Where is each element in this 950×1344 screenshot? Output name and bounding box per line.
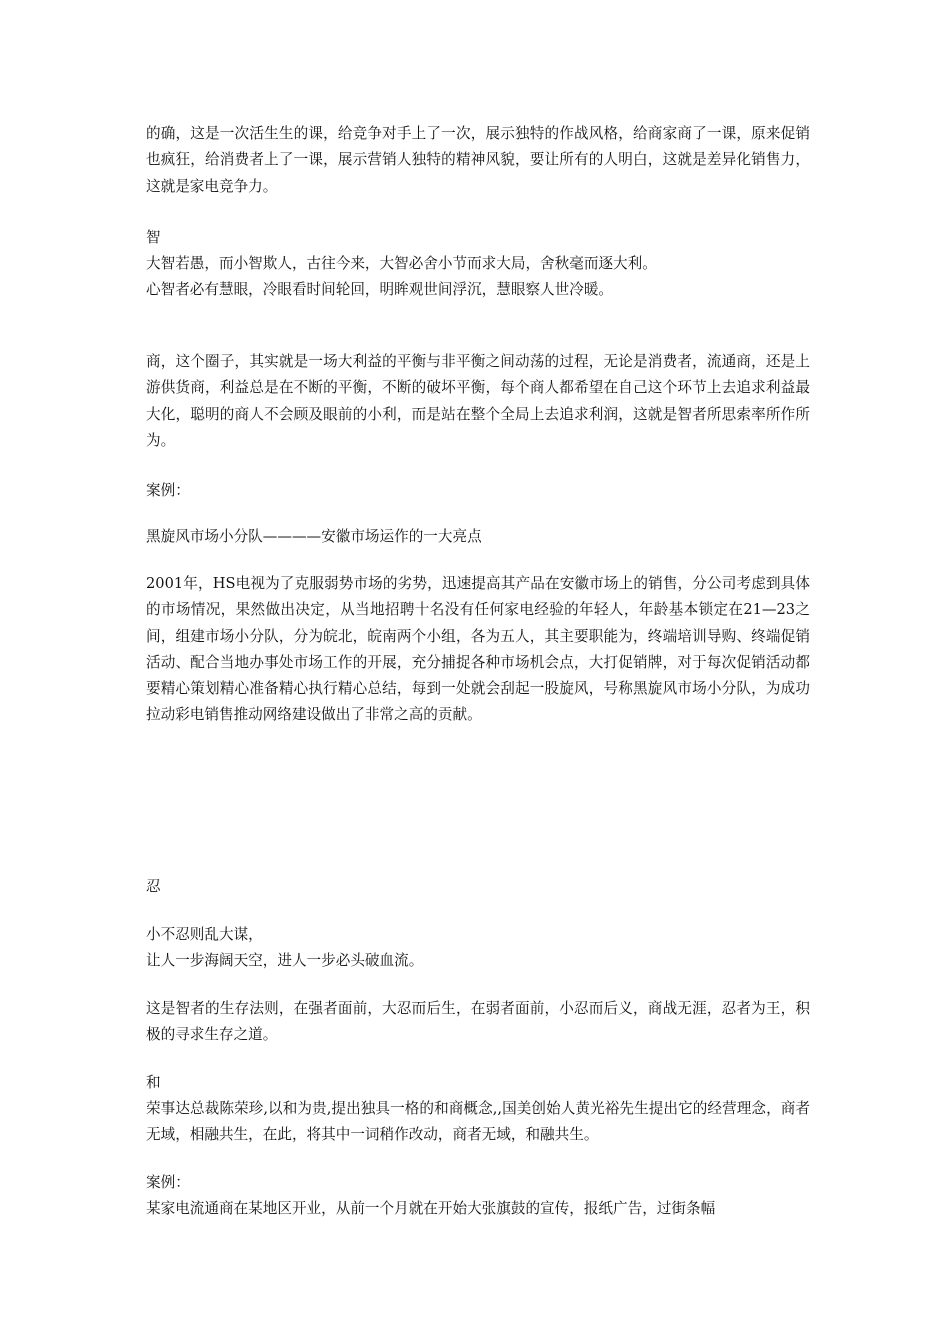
case-label-2: 案例： — [146, 1174, 190, 1191]
zhi-line-1: 大智若愚，而小智欺人，古往今来，大智必舍小节而求大局，舍秋毫而逐大利。 — [146, 255, 657, 272]
zhi-line-2: 心智者必有慧眼，冷眼看时间轮回，明眸观世间浮沉，慧眼察人世冷暖。 — [146, 281, 614, 298]
ren-paragraph: 这是智者的生存法则，在强者面前，大忍而后生，在弱者面前，小忍而后义，商战无涯，忍者为王，积极的寻求生存之道。 — [146, 1000, 810, 1044]
he-paragraph: 荣事达总裁陈荣珍,以和为贵,提出独具一格的和商概念,,国美创始人黄光裕先生提出它的经营理念，商者无域，相融共生，在此，将其中一词稍作改动，商者无域，和融共生。 — [146, 1100, 810, 1144]
case-label-1: 案例： — [146, 482, 190, 499]
section-heading-zhi: 智 — [146, 229, 161, 246]
ren-line-1: 小不忍则乱大谋， — [146, 926, 263, 943]
case-title-1: 黑旋风市场小分队————安徽市场运作的一大亮点 — [146, 528, 482, 545]
section-heading-ren: 忍 — [146, 878, 161, 895]
ren-line-2: 让人一步海阔天空，进人一步必头破血流。 — [146, 952, 424, 969]
shang-paragraph: 商，这个圈子，其实就是一场大利益的平衡与非平衡之间动荡的过程，无论是消费者，流通商，还是上游供货商，利益总是在不断的平衡，不断的破坏平衡，每个商人都希望在自己这个环节上去追求利益最大化，聪明的商人不会顾及眼前的小利，而是站在整个全局上去追求利润，这就是智者所思索率所作所为。 — [146, 353, 810, 449]
intro-paragraph: 的确，这是一次活生生的课，给竞争对手上了一次，展示独特的作战风格，给商家商了一课，原来促销也疯狂，给消费者上了一课，展示营销人独特的精神风貌，要让所有的人明白，这就是差异化销售力，这就是家电竞争力。 — [146, 125, 810, 195]
section-heading-he: 和 — [146, 1074, 161, 1091]
case-body-2: 某家电流通商在某地区开业，从前一个月就在开始大张旗鼓的宣传，报纸广告，过街条幅 — [146, 1200, 716, 1217]
case-body-1: 2001年，HS电视为了克服弱势市场的劣势，迅速提高其产品在安徽市场上的销售，分公司考虑到具体的市场情况，果然做出决定，从当地招聘十名没有任何家电经验的年轻人，年龄基本锁定在21—23之间，组建市场小分队，分为皖北，皖南两个小组，各为五人，其主要职能为，终端培训导购、终端促销活动、配合当地办事处市场工作的开展，充分捕捉各种市场机会点，大打促销牌，对于每次促销活动都要精心策划精心准备精心执行精心总结，每到一处就会刮起一股旋风，号称黑旋风市场小分队，为成功拉动彩电销售推动网络建设做出了非常之高的贡献。 — [146, 575, 810, 724]
